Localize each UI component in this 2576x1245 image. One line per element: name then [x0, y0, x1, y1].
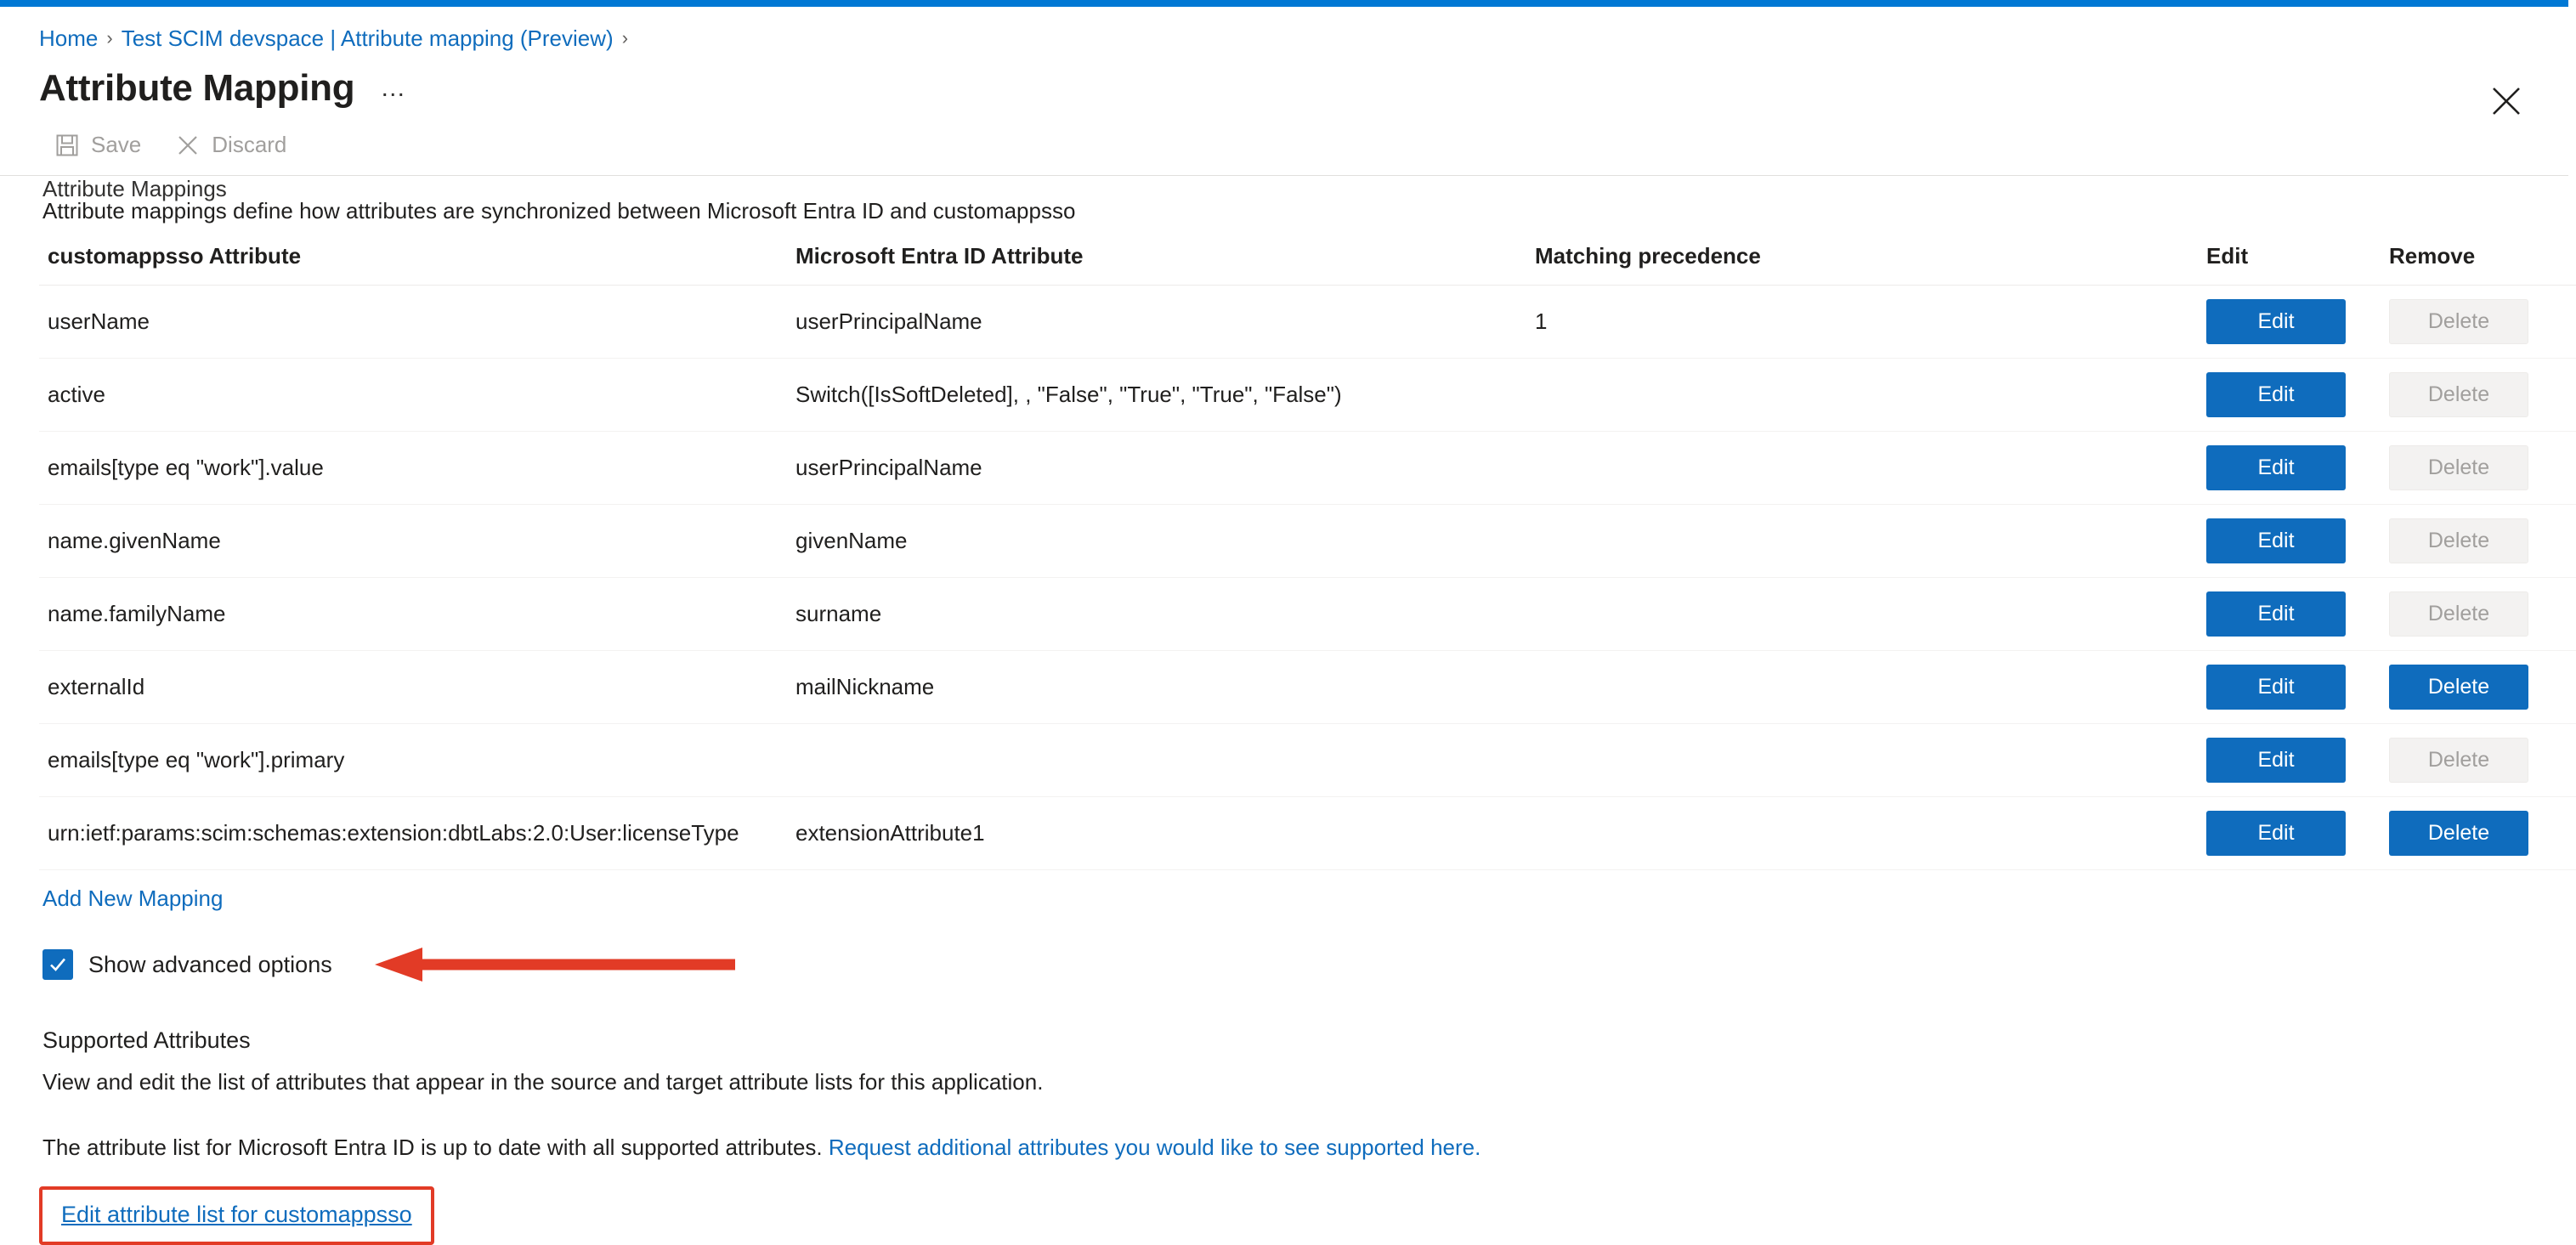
- edit-button[interactable]: Edit: [2206, 591, 2346, 637]
- table-row: [39, 286, 2576, 359]
- column-header-edit: Edit: [2198, 243, 2381, 286]
- supported-attributes-heading: Supported Attributes: [42, 1027, 251, 1054]
- cell-target: surname: [787, 578, 1526, 651]
- delete-button: Delete: [2389, 738, 2528, 783]
- cell-target: extensionAttribute1: [787, 797, 1526, 870]
- save-button-label: Save: [91, 132, 142, 158]
- cell-remove: [2381, 724, 2576, 797]
- cell-precedence: [1526, 578, 2198, 651]
- discard-icon: [175, 133, 201, 158]
- cell-target: mailNickname: [787, 651, 1526, 724]
- clipped-section-heading: Attribute Mappings: [42, 176, 227, 202]
- page-title: Attribute Mapping: [39, 67, 355, 110]
- show-advanced-options-label[interactable]: Show advanced options: [88, 951, 332, 977]
- breadcrumb-item-devspace[interactable]: Test SCIM devspace | Attribute mapping (Preview): [121, 25, 614, 51]
- cell-edit: [2198, 651, 2381, 724]
- request-additional-attributes-link[interactable]: Request additional attributes you would like to see supported here.: [828, 1135, 1481, 1161]
- mapping-description: Attribute mappings define how attributes are synchronized between Microsoft Entra ID and customappsso: [42, 198, 1076, 224]
- attribute-mapping-table: [39, 243, 2576, 870]
- table-row: [39, 505, 2576, 578]
- window-accent-bar: [0, 0, 2568, 7]
- edit-button[interactable]: Edit: [2206, 372, 2346, 417]
- cell-edit: [2198, 505, 2381, 578]
- supported-attributes-note-text: The attribute list for Microsoft Entra ID is up to date with all supported attributes.: [42, 1135, 829, 1161]
- title-row: [0, 52, 2568, 110]
- edit-button[interactable]: Edit: [2206, 445, 2346, 490]
- breadcrumb-separator-icon: ›: [106, 27, 113, 49]
- column-header-precedence: Matching precedence: [1526, 243, 2198, 286]
- more-options-button[interactable]: …: [380, 74, 408, 103]
- annotation-arrow-icon: [370, 948, 735, 982]
- breadcrumb: [0, 7, 2568, 52]
- cell-target: userPrincipalName: [787, 432, 1526, 505]
- cell-target: Switch([IsSoftDeleted], , "False", "True", "True", "False"): [787, 359, 1526, 432]
- cell-precedence: [1526, 359, 2198, 432]
- table-row: [39, 651, 2576, 724]
- cell-source: externalId: [39, 651, 787, 724]
- discard-button[interactable]: [175, 132, 286, 158]
- cell-remove: [2381, 651, 2576, 724]
- table-header-row: [39, 243, 2576, 286]
- cell-remove: [2381, 797, 2576, 870]
- edit-button[interactable]: Edit: [2206, 299, 2346, 344]
- table-row: [39, 359, 2576, 432]
- cell-edit: [2198, 724, 2381, 797]
- supported-attributes-note: [42, 1135, 2529, 1161]
- cell-target: [787, 724, 1526, 797]
- checkmark-icon: [48, 954, 68, 975]
- cell-remove: [2381, 432, 2576, 505]
- edit-button[interactable]: Edit: [2206, 665, 2346, 710]
- cell-remove: [2381, 505, 2576, 578]
- cell-source: urn:ietf:params:scim:schemas:extension:dbtLabs:2.0:User:licenseType: [39, 797, 787, 870]
- cell-source: emails[type eq "work"].value: [39, 432, 787, 505]
- table-row: [39, 578, 2576, 651]
- show-advanced-options-checkbox[interactable]: [42, 949, 73, 980]
- cell-edit: [2198, 286, 2381, 359]
- add-new-mapping-link[interactable]: Add New Mapping: [42, 886, 224, 912]
- close-icon[interactable]: [2488, 83, 2524, 119]
- edit-button[interactable]: Edit: [2206, 811, 2346, 856]
- cell-source: emails[type eq "work"].primary: [39, 724, 787, 797]
- save-button[interactable]: [54, 132, 141, 158]
- column-header-remove: Remove: [2381, 243, 2576, 286]
- cell-edit: [2198, 359, 2381, 432]
- edit-button[interactable]: Edit: [2206, 518, 2346, 563]
- edit-attribute-list-highlight: [39, 1186, 434, 1245]
- delete-button: Delete: [2389, 299, 2528, 344]
- cell-target: userPrincipalName: [787, 286, 1526, 359]
- cell-remove: [2381, 578, 2576, 651]
- cell-edit: [2198, 432, 2381, 505]
- breadcrumb-item-home[interactable]: Home: [39, 25, 99, 51]
- table-row: [39, 797, 2576, 870]
- supported-attributes-subtext: View and edit the list of attributes that appear in the source and target attribute lists for this application.: [42, 1069, 1044, 1095]
- cell-source: active: [39, 359, 787, 432]
- table-row: [39, 724, 2576, 797]
- table-row: [39, 432, 2576, 505]
- show-advanced-options-row: [42, 949, 2529, 980]
- cell-source: name.givenName: [39, 505, 787, 578]
- column-header-source: customappsso Attribute: [39, 243, 787, 286]
- delete-button: Delete: [2389, 518, 2528, 563]
- command-bar: [0, 110, 2568, 176]
- cell-source: name.familyName: [39, 578, 787, 651]
- cell-remove: [2381, 359, 2576, 432]
- column-header-target: Microsoft Entra ID Attribute: [787, 243, 1526, 286]
- cell-precedence: [1526, 505, 2198, 578]
- delete-button: Delete: [2389, 372, 2528, 417]
- cell-remove: [2381, 286, 2576, 359]
- breadcrumb-separator-icon-2: ›: [621, 27, 629, 49]
- add-new-mapping-row: [39, 870, 2529, 912]
- delete-button[interactable]: Delete: [2389, 811, 2528, 856]
- cell-edit: [2198, 578, 2381, 651]
- save-icon: [54, 133, 80, 158]
- cell-edit: [2198, 797, 2381, 870]
- cell-target: givenName: [787, 505, 1526, 578]
- cell-precedence: [1526, 432, 2198, 505]
- edit-button[interactable]: Edit: [2206, 738, 2346, 783]
- delete-button: Delete: [2389, 591, 2528, 637]
- cell-source: userName: [39, 286, 787, 359]
- cell-precedence: [1526, 797, 2198, 870]
- content-area: [0, 176, 2568, 1245]
- cell-precedence: [1526, 724, 2198, 797]
- delete-button[interactable]: Delete: [2389, 665, 2528, 710]
- discard-button-label: Discard: [212, 132, 287, 158]
- attribute-mapping-blade: [0, 7, 2568, 1228]
- delete-button: Delete: [2389, 445, 2528, 490]
- cell-precedence: 1: [1526, 286, 2198, 359]
- cell-precedence: [1526, 651, 2198, 724]
- edit-attribute-list-link[interactable]: Edit attribute list for customappsso: [61, 1202, 412, 1228]
